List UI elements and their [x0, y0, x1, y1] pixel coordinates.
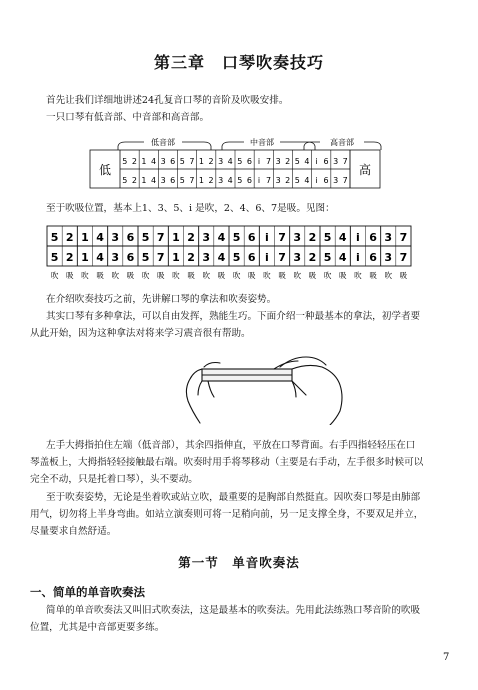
blow-draw-label: 吹 [323, 271, 332, 280]
paragraph-posture-2: 用气，切勿将上半身弯曲。如站立演奏则可将一足稍向前，另一足支撑全身，不要双足并立， [30, 509, 424, 520]
blow-draw-label: 吹 [141, 271, 150, 280]
note-top: 1 [81, 231, 89, 244]
register-note-bottom: 5 [237, 176, 243, 185]
note-bottom: 4 [217, 251, 226, 264]
register-note-top: 7 [265, 157, 272, 166]
note-top: 2 [308, 231, 317, 244]
paragraph-methods-2: 从此开始，因为这种拿法对将来学习震音很有帮助。 [30, 328, 251, 339]
note-top: 1 [172, 231, 180, 244]
note-bottom: 1 [81, 251, 89, 264]
paragraph-parts: 一只口琴有低音部、中音部和高音部。 [46, 112, 210, 123]
paragraph-single-note-1: 简单的单音吹奏法又叫旧式吹奏法，这是最基本的吹奏法。先用此法练熟口琴音阶的吹吸 [46, 605, 421, 616]
blow-draw-label: 吸 [187, 271, 195, 280]
note-top: 2 [187, 231, 195, 244]
note-bottom: 6 [369, 251, 377, 264]
paragraph-blow-draw: 至于吹吸位置，基本上1、3、5、i 是吹，2、4、6、7是吸。见图： [46, 203, 335, 214]
note-bottom: 6 [247, 251, 256, 264]
register-note-top: 4 [304, 157, 310, 166]
paragraph-intro: 首先让我们详细地讲述24孔复音口琴的音阶及吹吸安排。 [46, 95, 289, 106]
blow-draw-label: 吹 [354, 271, 362, 280]
note-top: 6 [126, 231, 135, 244]
note-bottom: 2 [308, 251, 317, 264]
note-bottom: 5 [232, 251, 241, 264]
note-bottom: 3 [293, 251, 302, 264]
register-note-top: 4 [150, 157, 157, 166]
register-note-top: 2 [208, 157, 214, 166]
note-top: 6 [369, 231, 377, 244]
blow-draw-label: 吹 [202, 271, 210, 280]
note-top: 2 [65, 231, 74, 244]
register-note-bottom: 2 [131, 176, 137, 185]
blow-draw-label: 吸 [217, 271, 226, 280]
note-top: 5 [50, 231, 59, 244]
note-top: 5 [323, 231, 332, 244]
paragraph-left-hand-2: 琴盖板上，大拇指轻轻接触最右端。吹奏时用手将琴移动（主要是右手动，左手很多时候可以 [30, 457, 424, 468]
blow-draw-label: 吸 [278, 271, 286, 280]
high-register-label: 高音部 [330, 138, 354, 147]
hands-holding-harmonica-illustration [180, 345, 350, 425]
blow-draw-label: 吹 [384, 271, 392, 280]
register-note-top: 1 [141, 157, 147, 166]
register-note-bottom: i [315, 176, 318, 185]
note-bottom: 4 [96, 251, 104, 264]
section-title: 第一节 单音吹奏法 [178, 555, 300, 570]
blow-draw-label: 吹 [172, 271, 180, 280]
register-note-top: 7 [342, 157, 348, 166]
register-note-bottom: 3 [218, 176, 224, 185]
register-note-bottom: 5 [294, 176, 300, 185]
register-note-top: i [315, 157, 318, 166]
note-top: 7 [399, 231, 408, 244]
low-end-label: 低 [98, 163, 112, 177]
note-top: 3 [202, 231, 211, 244]
note-top: 4 [338, 231, 347, 244]
chapter-title: 第三章 口琴吹奏技巧 [153, 53, 324, 72]
note-top: 6 [247, 231, 256, 244]
blow-draw-label: 吹 [232, 271, 241, 280]
register-note-top: 6 [323, 157, 329, 166]
paragraph-holding: 在介绍吹奏技巧之前，先讲解口琴的拿法和吹奏姿势。 [46, 294, 277, 305]
blow-draw-label: 吹 [263, 271, 271, 280]
note-bottom: 2 [187, 251, 195, 264]
note-bottom: 5 [50, 251, 59, 264]
register-note-bottom: 7 [342, 176, 348, 185]
register-note-top: 2 [285, 157, 291, 166]
blow-draw-label: 吹 [293, 271, 301, 280]
blow-draw-label: 吸 [157, 271, 165, 280]
register-note-top: 3 [333, 157, 339, 166]
note-top: 5 [141, 231, 150, 244]
note-bottom: 7 [399, 251, 408, 264]
register-note-top: 3 [160, 157, 166, 166]
paragraph-left-hand-3: 完全不动，只是托着口琴），头不要动。 [30, 474, 198, 485]
note-top: 4 [96, 231, 104, 244]
blow-draw-label: 吹 [81, 271, 89, 280]
note-bottom: 5 [141, 251, 150, 264]
blow-draw-label: 吸 [399, 271, 408, 280]
note-bottom: 6 [126, 251, 135, 264]
register-note-top: 7 [189, 157, 195, 166]
register-note-bottom: 6 [323, 176, 329, 185]
note-top: 7 [278, 231, 286, 244]
blow-draw-label: 吸 [96, 271, 104, 280]
blow-draw-label: 吸 [66, 271, 74, 280]
paragraph-posture-1: 至于吹奏姿势，无论是坐着吹或站立吹，最重要的是胸部自然挺直。因吹奏口琴是由肺部 [46, 492, 421, 503]
register-note-top: 6 [246, 157, 252, 166]
paragraph-posture-3: 尽量要求自然舒适。 [30, 526, 117, 537]
register-note-bottom: 6 [246, 176, 252, 185]
note-bottom: 7 [278, 251, 286, 264]
note-top: 3 [384, 231, 393, 244]
note-top: i [356, 231, 360, 244]
note-bottom: 5 [323, 251, 332, 264]
register-note-bottom: 7 [265, 176, 272, 185]
register-note-top: 6 [170, 157, 176, 166]
register-note-bottom: 7 [189, 176, 195, 185]
low-register-label: 低音部 [151, 138, 175, 147]
register-note-top: 5 [179, 157, 185, 166]
blow-draw-label: 吸 [308, 271, 317, 280]
paragraph-methods-1: 其实口琴有多种拿法，可以自由发挥，熟能生巧。下面介绍一种最基本的拿法，初学者要 [46, 311, 421, 322]
blow-draw-label: 吸 [339, 271, 347, 280]
note-bottom: 1 [172, 251, 180, 264]
register-note-top: 5 [294, 157, 300, 166]
page-number: 7 [443, 652, 450, 663]
register-note-bottom: i [257, 176, 261, 185]
harmonica-register-diagram [40, 128, 450, 192]
register-note-top: 3 [275, 157, 281, 166]
high-end-label: 高 [358, 163, 372, 177]
note-bottom: 3 [384, 251, 393, 264]
note-top: i [265, 231, 269, 244]
note-top: 5 [232, 231, 241, 244]
register-note-top: 4 [227, 157, 233, 166]
blow-draw-label: 吸 [248, 271, 256, 280]
note-bottom: 3 [111, 251, 120, 264]
blow-draw-label: 吹 [50, 271, 59, 280]
mid-register-label: 中音部 [250, 138, 274, 147]
register-note-bottom: 2 [285, 176, 291, 185]
note-bottom: i [265, 251, 269, 264]
register-note-top: 5 [122, 157, 128, 166]
paragraph-left-hand-1: 左手大拇指拍住左端（低音部），其余四指伸直，平放在口琴背面。右手四指轻轻压在口 [46, 440, 416, 451]
note-top: 7 [156, 231, 165, 244]
note-bottom: i [356, 251, 360, 264]
register-note-bottom: 6 [170, 176, 176, 185]
register-note-top: 2 [131, 157, 137, 166]
register-note-bottom: 2 [208, 176, 214, 185]
register-note-bottom: 1 [141, 176, 147, 185]
register-note-bottom: 4 [227, 176, 233, 185]
register-note-bottom: 4 [304, 176, 310, 185]
subsection-title: 一、简单的单音吹奏法 [30, 585, 145, 599]
register-note-bottom: 1 [198, 176, 205, 185]
register-note-bottom: 3 [333, 176, 339, 185]
note-top: 3 [293, 231, 302, 244]
blow-draw-label: 吹 [111, 271, 119, 280]
note-bottom: 3 [202, 251, 211, 264]
note-top: 3 [111, 231, 120, 244]
note-bottom: 2 [65, 251, 74, 264]
note-bottom: 4 [338, 251, 347, 264]
register-note-top: 3 [218, 157, 224, 166]
paragraph-single-note-2: 位置，尤其是中音部更要多练。 [30, 622, 165, 633]
note-top: 4 [217, 231, 226, 244]
blow-draw-label: 吸 [369, 271, 377, 280]
register-note-top: 1 [198, 157, 205, 166]
register-note-bottom: 3 [160, 176, 166, 185]
register-note-bottom: 4 [150, 176, 157, 185]
note-bottom: 7 [156, 251, 165, 264]
register-note-bottom: 3 [275, 176, 281, 185]
blow-draw-diagram [40, 222, 440, 284]
register-note-bottom: 5 [179, 176, 185, 185]
register-note-bottom: 5 [122, 176, 128, 185]
blow-draw-label: 吸 [126, 271, 135, 280]
register-note-top: 5 [237, 157, 243, 166]
register-note-top: i [257, 157, 261, 166]
